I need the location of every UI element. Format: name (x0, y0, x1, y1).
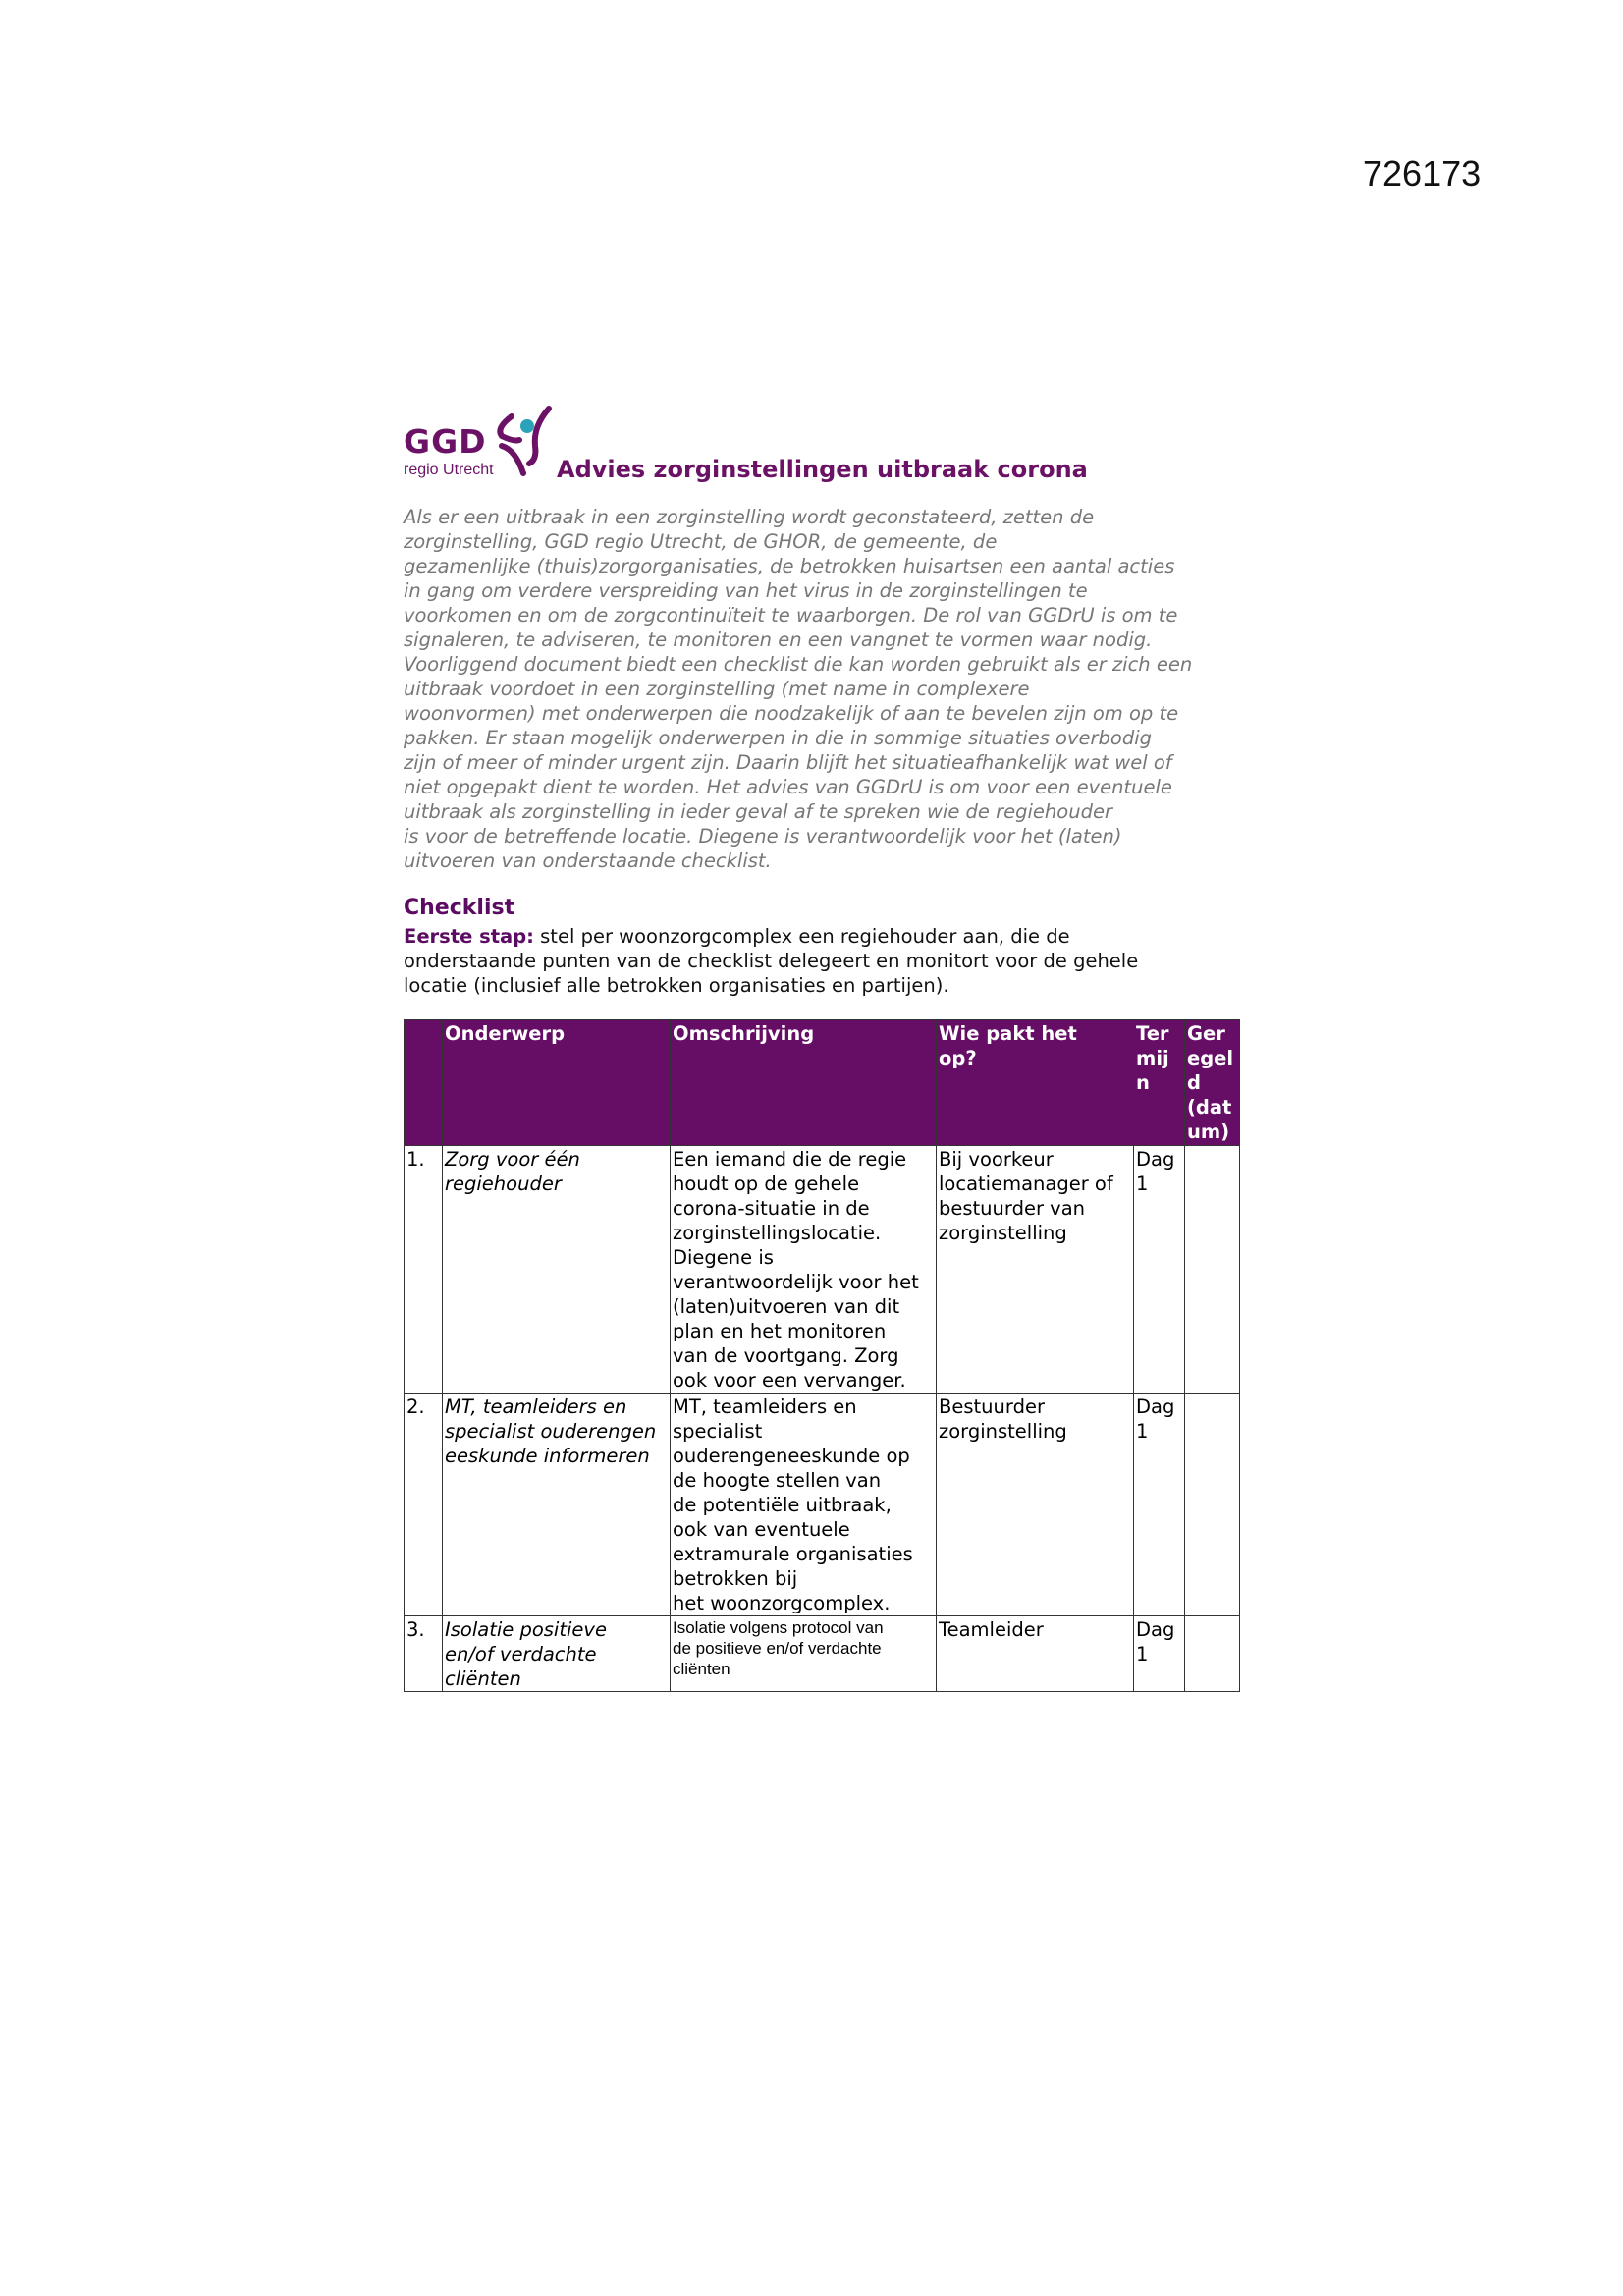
row-term: Dag 1 (1134, 1146, 1185, 1394)
header-subject: Onderwerp (443, 1020, 671, 1146)
row-subject: Isolatie positieve en/of verdachte cliënten (443, 1616, 671, 1692)
table-row (405, 1616, 1240, 1692)
page-title: Advies zorginstellingen uitbraak corona (557, 456, 1088, 483)
row-who: Bestuurder zorginstelling (937, 1394, 1134, 1616)
row-number: 1. (405, 1146, 443, 1394)
intro-paragraph: Als er een uitbraak in een zorginstelling wordt geconstateerd, zetten de zorginstelling, GGD regio Utrecht, de GHOR, de gemeente, de gezamenlijke (thuis)zorgorganisaties, de betrokken huisartsen een aantal acties in gang om verdere verspreiding van het virus in de zorginstellingen te voorkomen en om de zorgcontinuïteit te waarborgen. De rol van GGDrU is om te signaleren, te adviseren, te monitoren en een vangnet te vormen waar nodig. Voorliggend document biedt een checklist die kan worden gebruikt als er zich een uitbraak voordoet in een zorginstelling (met name in complexere woonvormen) met onderwerpen die noodzakelijk of aan te bevelen zijn om op te pakken. Er staan mogelijk onderwerpen in die in sommige situaties overbodig zijn of meer of minder urgent zijn. Daarin blijft het situatieafhankelijk wat wel of niet opgepakt dient te worden. Het advies van GGDrU is om voor een eventuele uitbraak als zorginstelling in ieder geval af te spreken wie de regiehouder is voor de betreffende locatie. Diegene is verantwoordelijk voor het (laten) uitvoeren van onderstaande checklist. (404, 506, 1193, 872)
header-term: Ter mij n (1134, 1020, 1185, 1146)
first-step-text: stel per woonzorgcomplex een regiehouder aan, die de onderstaande punten van de checklist delegeert en monitort voor de gehele locatie (inclusief alle betrokken organisaties en partijen). (404, 925, 1139, 997)
row-who: Bij voorkeur locatiemanager of bestuurder van zorginstelling (937, 1146, 1134, 1394)
header-done-date: Ger egel d (dat um) (1185, 1020, 1240, 1146)
row-number: 2. (405, 1394, 443, 1616)
header-number (405, 1020, 443, 1146)
logo-brand: GGD (404, 422, 487, 461)
first-step-paragraph (404, 924, 1238, 998)
logo-region: regio Utrecht (404, 462, 494, 478)
table-header-row (405, 1020, 1240, 1146)
row-subject: Zorg voor één regiehouder (443, 1146, 671, 1394)
table-row (405, 1146, 1240, 1394)
row-description: MT, teamleiders en specialist ouderengeneeskunde op de hoogte stellen van de potentiële uitbraak, ook van eventuele extramurale organisaties betrokken bij het woonzorgcomplex. (671, 1394, 937, 1616)
row-who: Teamleider (937, 1616, 1134, 1692)
row-done-date (1185, 1146, 1240, 1394)
row-description: Isolatie volgens protocol van de positieve en/of verdachte cliënten (671, 1616, 937, 1692)
header-who: Wie pakt het op? (937, 1020, 1134, 1146)
document-header (404, 403, 1238, 491)
header-description: Omschrijving (671, 1020, 937, 1146)
row-description: Een iemand die de regie houdt op de gehele corona-situatie in de zorginstellingslocatie. Diegene is verantwoordelijk voor het (laten)uitvoeren van dit plan en het monitoren van de voortgang. Zorg ook voor een vervanger. (671, 1146, 937, 1394)
checklist-heading: Checklist (404, 896, 515, 920)
row-number: 3. (405, 1616, 443, 1692)
document-number: 726173 (1363, 153, 1482, 193)
row-done-date (1185, 1394, 1240, 1616)
row-term: Dag 1 (1134, 1394, 1185, 1616)
row-subject: MT, teamleiders en specialist ouderengen eeskunde informeren (443, 1394, 671, 1616)
table-row (405, 1394, 1240, 1616)
row-term: Dag 1 (1134, 1616, 1185, 1692)
checklist-table (404, 1019, 1240, 1692)
first-step-label: Eerste stap: (404, 925, 534, 948)
row-done-date (1185, 1616, 1240, 1692)
